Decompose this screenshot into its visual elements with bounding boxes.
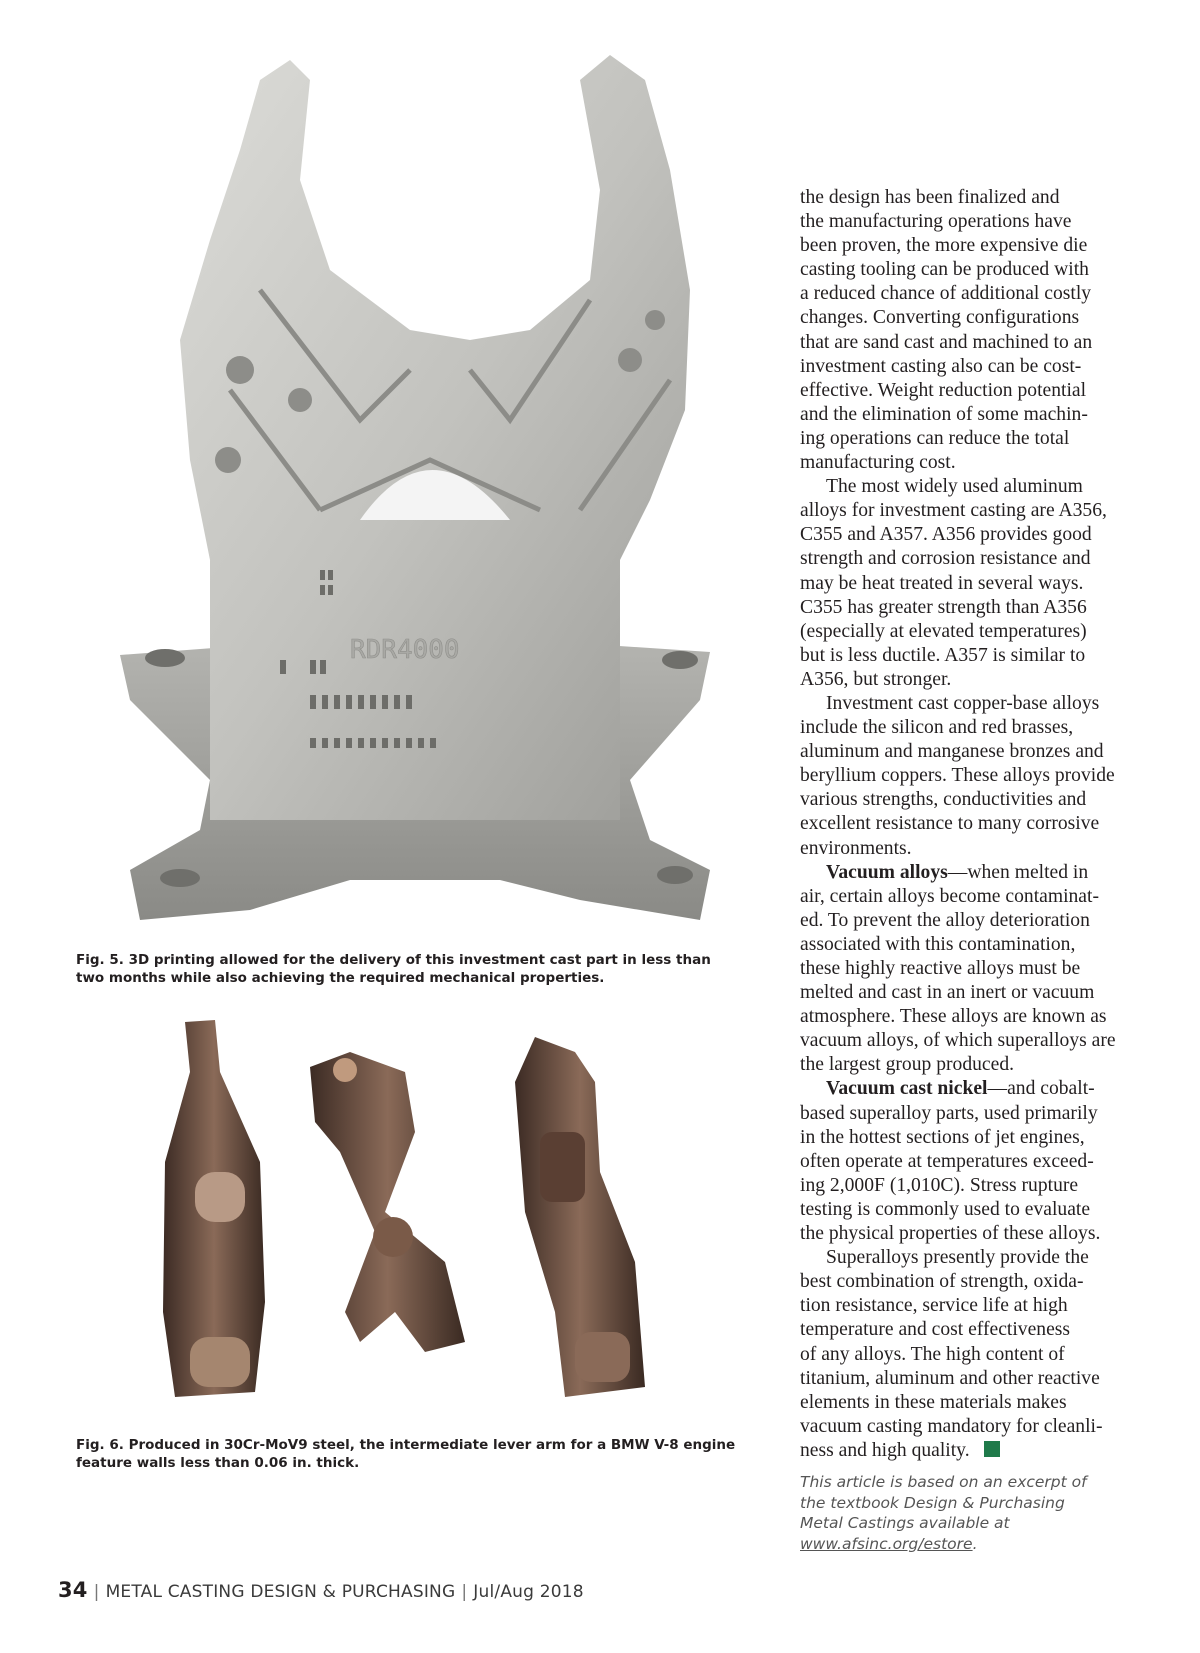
text-line: temperature and cost effectiveness (800, 1319, 1071, 1341)
text-line: tion resistance, service life at high (800, 1295, 1068, 1317)
text-line: various strengths, conductivities and (800, 789, 1087, 811)
text-line: in the hottest sections of jet engines, (800, 1126, 1085, 1148)
text-line: manufacturing cost. (800, 452, 956, 474)
text-line: and the elimination of some machin- (800, 403, 1088, 425)
text-line: ing operations can reduce the total (800, 427, 1070, 449)
estore-link[interactable]: www.afsinc.org/estore (800, 1534, 973, 1553)
text-line (800, 1439, 1145, 1463)
text-line: these highly reactive alloys must be (800, 958, 1081, 979)
paragraph-1 (800, 186, 1145, 475)
text-line: effective. Weight reduction potential (800, 379, 1087, 401)
footer-separator: | (93, 1582, 100, 1602)
footer-separator: | (461, 1582, 468, 1602)
text-line: melted and cast in an inert or vacuum (800, 982, 1095, 1004)
paragraph-2 (800, 475, 1145, 692)
text-run: —and cobalt- (987, 1078, 1095, 1100)
page-footer (58, 1578, 584, 1602)
figure-5-image (110, 40, 740, 955)
text-line: testing is commonly used to evaluate (800, 1198, 1091, 1220)
article-column (800, 186, 1145, 1463)
text-line: Superalloys presently provide the (826, 1247, 1089, 1269)
casting-marking: RDR4000 (350, 635, 460, 665)
text-line: may be heat treated in several ways. (800, 572, 1084, 594)
text-line: investment casting also can be cost- (800, 355, 1082, 377)
text-line: air, certain alloys become contaminat- (800, 885, 1099, 907)
text-line: the design has been finalized and (800, 187, 1060, 208)
text-line: based superalloy parts, used primarily (800, 1102, 1098, 1124)
text-line: best combination of strength, oxida- (800, 1271, 1084, 1293)
publication-name: METAL CASTING DESIGN & PURCHASING (105, 1582, 456, 1602)
note-punctuation: . (972, 1534, 978, 1553)
text-line: aluminum and manganese bronzes and (800, 741, 1104, 763)
figure-5-caption: Fig. 5. 3D printing allowed for the delivery of this investment cast part in less than two months while also achieving the required mechanical properties. (76, 952, 711, 986)
text-line: casting tooling can be produced with (800, 259, 1089, 281)
text-line: titanium, aluminum and other reactive (800, 1367, 1100, 1389)
text-line: alloys for investment casting are A356, (800, 500, 1107, 522)
issue-date: Jul/Aug 2018 (473, 1582, 584, 1602)
text-line: elements in these materials makes (800, 1391, 1067, 1413)
text-line: but is less ductile. A357 is similar to (800, 644, 1086, 666)
page-number: 34 (58, 1578, 88, 1602)
text-line: been proven, the more expensive die (800, 235, 1088, 257)
text-line: often operate at temperatures exceed- (800, 1150, 1094, 1172)
figure-6-image (145, 1012, 725, 1417)
note-line: the textbook Design & Purchasing (800, 1493, 1065, 1512)
text-line: beryllium coppers. These alloys provide (800, 765, 1115, 787)
text-line: include the silicon and red brasses, (800, 717, 1074, 739)
text-line: vacuum casting mandatory for cleanli- (800, 1415, 1103, 1437)
text-line: ed. To prevent the alloy deterioration (800, 909, 1090, 931)
text-line: The most widely used aluminum (826, 476, 1083, 498)
text-line (800, 1077, 1145, 1101)
text-line: the manufacturing operations have (800, 211, 1072, 233)
text-line: environments. (800, 837, 912, 859)
text-line (800, 861, 1145, 885)
text-line: Investment cast copper-base alloys (826, 692, 1100, 714)
text-line: changes. Converting configurations (800, 307, 1080, 329)
note-line: This article is based on an excerpt of (800, 1473, 1087, 1491)
text-line: atmosphere. These alloys are known as (800, 1006, 1107, 1028)
text-line: that are sand cast and machined to an (800, 331, 1093, 353)
text-line: ing 2,000F (1,010C). Stress rupture (800, 1174, 1079, 1196)
text-line: C355 has greater strength than A356 (800, 596, 1087, 618)
vacuum-alloys-heading: Vacuum alloys (826, 861, 948, 883)
article-source-note (800, 1472, 1145, 1554)
text-line: excellent resistance to many corrosive (800, 813, 1100, 835)
end-of-article-mark (984, 1441, 1000, 1457)
paragraph-3 (800, 692, 1145, 861)
figure-6-caption: Fig. 6. Produced in 30Cr-MoV9 steel, the intermediate lever arm for a BMW V-8 engine feature walls less than 0.06 in. thick. (76, 1437, 736, 1471)
text-line: the physical properties of these alloys. (800, 1223, 1101, 1245)
note-line: Metal Castings available at (800, 1514, 1010, 1532)
text-line: C355 and A357. A356 provides good (800, 524, 1092, 546)
text-line: vacuum alloys, of which superalloys are (800, 1030, 1116, 1052)
text-line: strength and corrosion resistance and (800, 548, 1091, 570)
text-line: associated with this contamination, (800, 933, 1076, 955)
paragraph-5 (800, 1077, 1145, 1246)
text-run: ness and high quality. (800, 1439, 970, 1461)
text-line: the largest group produced. (800, 1054, 1015, 1076)
text-line: of any alloys. The high content of (800, 1343, 1065, 1365)
note-line (800, 1534, 1145, 1555)
text-run: —when melted in (947, 861, 1089, 883)
paragraph-4 (800, 861, 1145, 1078)
vacuum-cast-nickel-heading: Vacuum cast nickel (826, 1078, 988, 1100)
text-line: a reduced chance of additional costly (800, 283, 1092, 305)
paragraph-6 (800, 1246, 1145, 1463)
text-line: A356, but stronger. (800, 668, 952, 690)
text-line: (especially at elevated temperatures) (800, 620, 1087, 642)
